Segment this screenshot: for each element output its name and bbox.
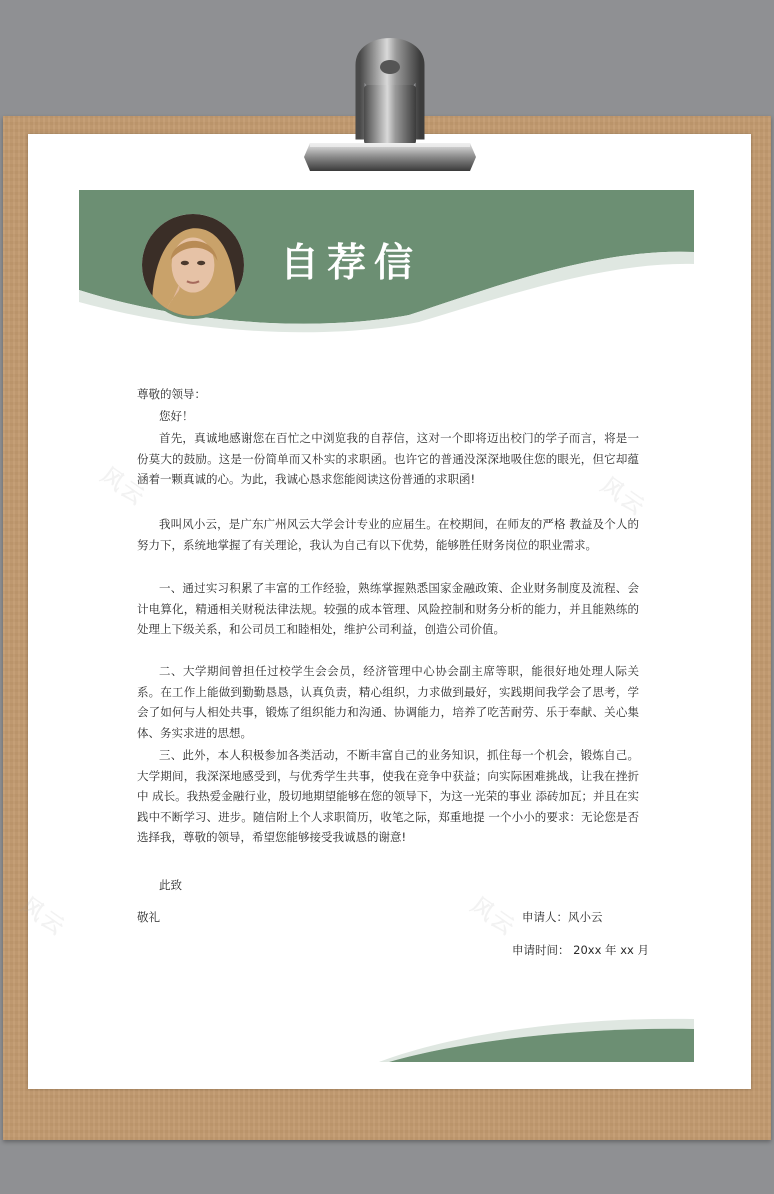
- salutation: 尊敬的领导：: [137, 387, 206, 401]
- page-title: 自荐信: [280, 241, 422, 286]
- watermark: 风云: [16, 893, 70, 942]
- closing: 此致: [159, 878, 182, 892]
- watermark: 风云: [596, 473, 650, 522]
- binder-clip-icon: [300, 25, 480, 177]
- applicant-name: 申请人：风小云: [522, 910, 603, 924]
- paragraph-advantage-3: 三、此外，本人积极参加各类活动，不断丰富自己的业务知识，抓住每一个机会，锻炼自己。大学期间，我深深地感受到，与优秀学生共事，使我在竞争中获益；向实际困难挑战，让我在挫折中 成长。我热爱金融行业，殷切地期望能够在您的领导下，为这一光荣的事业 添砖加瓦；并且在实践中不断学习、进步。随信附上个人求职简历，收笔之际，郑重地提 一个小小的要求：无论您是否选择我，尊敬的领导，希望您能够接受我诚恳的谢意!: [137, 748, 639, 844]
- paragraph-advantage-1: 一、通过实习积累了丰富的工作经验，熟练掌握熟悉国家金融政策、企业财务制度及流程、会计电算化，精通相关财税法律法规。较强的成本管理、风险控制和财务分析的能力，并且能熟练的处理上下级关系，和公司员工和睦相处，维护公司利益，创造公司价值。: [137, 581, 639, 636]
- footer-wave: [379, 1017, 694, 1062]
- watermark: 风云: [96, 463, 150, 512]
- paragraph-self-intro: 我叫风小云，是广东广州风云大学会计专业的应届生。在校期间，在师友的严格 教益及个人的努力下，系统地掌握了有关理论，我认为自己有以下优势，能够胜任财务岗位的职业需求。: [137, 517, 639, 552]
- application-date: 申请时间： 20xx 年 xx 月: [512, 943, 649, 957]
- paragraph-intro: 首先，真诚地感谢您在百忙之中浏览我的自荐信，这对一个即将迈出校门的学子而言，将是一份莫大的鼓励。这是一份简单而又朴实的求职函。也许它的普通没深深地吸住您的眼光，但它却蕴涵着一颗真诚的心。为此，我诚心恳求您能阅读这份普通的求职函!: [137, 431, 639, 486]
- greeting: 您好！: [159, 409, 194, 423]
- portrait-photo-icon: [142, 214, 244, 316]
- avatar: [139, 211, 247, 319]
- paragraph-advantage-2: 二、大学期间曾担任过校学生会会员，经济管理中心协会副主席等职，能很好地处理人际关系。在工作上能做到勤勤恳恳，认真负责，精心组织，力求做到最好，实践期间我学会了思考，学会了如何与人相处共事，锻炼了组织能力和沟通、协调能力，培养了吃苦耐劳、乐于奉献、关心集体、务实求进的思想。: [137, 664, 639, 740]
- watermark: 风云: [466, 893, 520, 942]
- regards: 敬礼: [137, 910, 160, 924]
